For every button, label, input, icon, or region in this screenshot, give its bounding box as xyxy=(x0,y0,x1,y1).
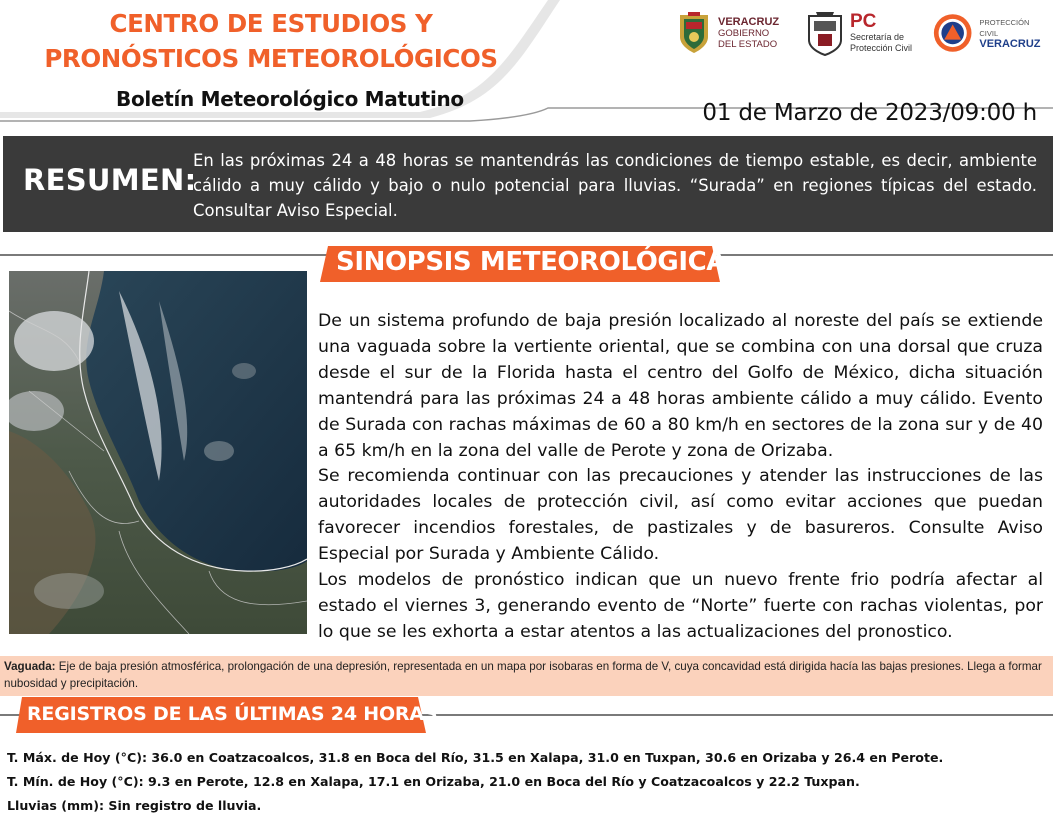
synopsis-body xyxy=(318,309,1043,646)
proteccion-civil-logo-line-2: VERACRUZ xyxy=(979,37,1041,50)
veracruz-logo-line-3: DEL ESTADO xyxy=(718,38,778,50)
definition-term: Vaguada: xyxy=(4,660,56,673)
section-divider-left xyxy=(0,254,330,256)
bulletin-header xyxy=(0,0,1053,135)
institution-logos xyxy=(676,8,1046,58)
satellite-image xyxy=(9,271,307,634)
summary-label: RESUMEN: xyxy=(23,163,197,197)
bulletin-date: 01 de Marzo de 2023/09:00 h xyxy=(702,100,1037,126)
proteccion-civil-veracruz-logo xyxy=(932,8,1046,58)
proteccion-civil-logo-line-1: PROTECCIÓN CIVIL xyxy=(979,17,1030,38)
pc-logo-line-2: Protección Civil xyxy=(850,43,913,53)
pc-secretariat-logo xyxy=(806,8,912,58)
records-rain: Lluvias (mm): Sin registro de lluvia. xyxy=(7,798,262,813)
synopsis-paragraph-1: De un sistema profundo de baja presión localizado al noreste del país se extiende una vaguada sobre la vertiente oriental, que se combina con una dorsal que cruza desde el sur de la Florida hasta el centro del Golfo de México, dicha situación mantendrá para las próximas 24 a 48 horas ambiente cálido a muy cálido. Evento de Surada con rachas máximas de 60 a 80 km/h en sectores de la zona sur y de 40 a 65 km/h en la zona del valle de Perote y zona de Orizaba. xyxy=(318,311,1043,461)
title-line-1: CENTRO DE ESTUDIOS Y xyxy=(109,9,433,38)
state-shield-icon xyxy=(676,11,712,55)
records-max-temp: T. Máx. de Hoy (°C): 36.0 en Coatzacoalcos, 31.8 en Boca del Río, 31.5 en Xalapa, 31.0 en Tuxpan, 30.6 en Orizaba y 26.4 en Perote. xyxy=(7,750,944,765)
civil-protection-icon xyxy=(932,11,973,55)
synopsis-title: SINOPSIS METEOROLÓGICA xyxy=(336,247,727,277)
records-min-temp: T. Mín. de Hoy (°C): 9.3 en Perote, 12.8 en Xalapa, 17.1 en Orizaba, 21.0 en Boca del Río y Coatzacoalcos y 22.2 Tuxpan. xyxy=(7,774,860,789)
definition-box xyxy=(0,656,1053,696)
veracruz-logo-line-1: VERACRUZ xyxy=(718,15,780,28)
pc-logo-line-1: Secretaría de xyxy=(850,32,905,42)
summary-bar xyxy=(3,136,1053,232)
records-title: REGISTROS DE LAS ÚLTIMAS 24 HORAS xyxy=(27,703,438,725)
pc-logo-mark: PC xyxy=(850,11,877,32)
definition-text: Eje de baja presión atmosférica, prolongación de una depresión, representada en un mapa por isobaras en forma de V, cuya concavidad está dirigida hacía las bajas presiones. Llega a formar nubosidad y precipitación. xyxy=(4,660,1042,690)
bulletin-subtitle: Boletín Meteorológico Matutino xyxy=(116,87,464,111)
records-list xyxy=(7,746,943,816)
synopsis-paragraph-3: Los modelos de pronóstico indican que un nuevo frente frio podría afectar al estado el viernes 3, generando evento de “Norte” fuerte con rachas violentas, por lo que se les exhorta a estar atentos a las actualizaciones del pronostico. xyxy=(318,570,1043,642)
veracruz-logo-line-2: GOBIERNO xyxy=(718,27,770,39)
synopsis-paragraph-2: Se recomienda continuar con las precauciones y atender las instrucciones de las autoridades locales de protección civil, así como evitar acciones que puedan favorecer incendios forestales, de pastizales y de basureros. Consulte Aviso Especial por Surada y Ambiente Cálido. xyxy=(318,466,1043,565)
veracruz-government-logo xyxy=(676,8,779,58)
coat-of-arms-icon xyxy=(806,10,844,56)
title-line-2: PRONÓSTICOS METEOROLÓGICOS xyxy=(44,44,498,73)
bulletin-title xyxy=(36,6,506,76)
section-divider-right xyxy=(710,254,1053,256)
summary-text: En las próximas 24 a 48 horas se mantendrás las condiciones de tiempo estable, es decir, ambiente cálido a muy cálido y bajo o nulo potencial para lluvias. “Surada” en regiones típicas del estado. Consultar Aviso Especial. xyxy=(193,151,1037,220)
